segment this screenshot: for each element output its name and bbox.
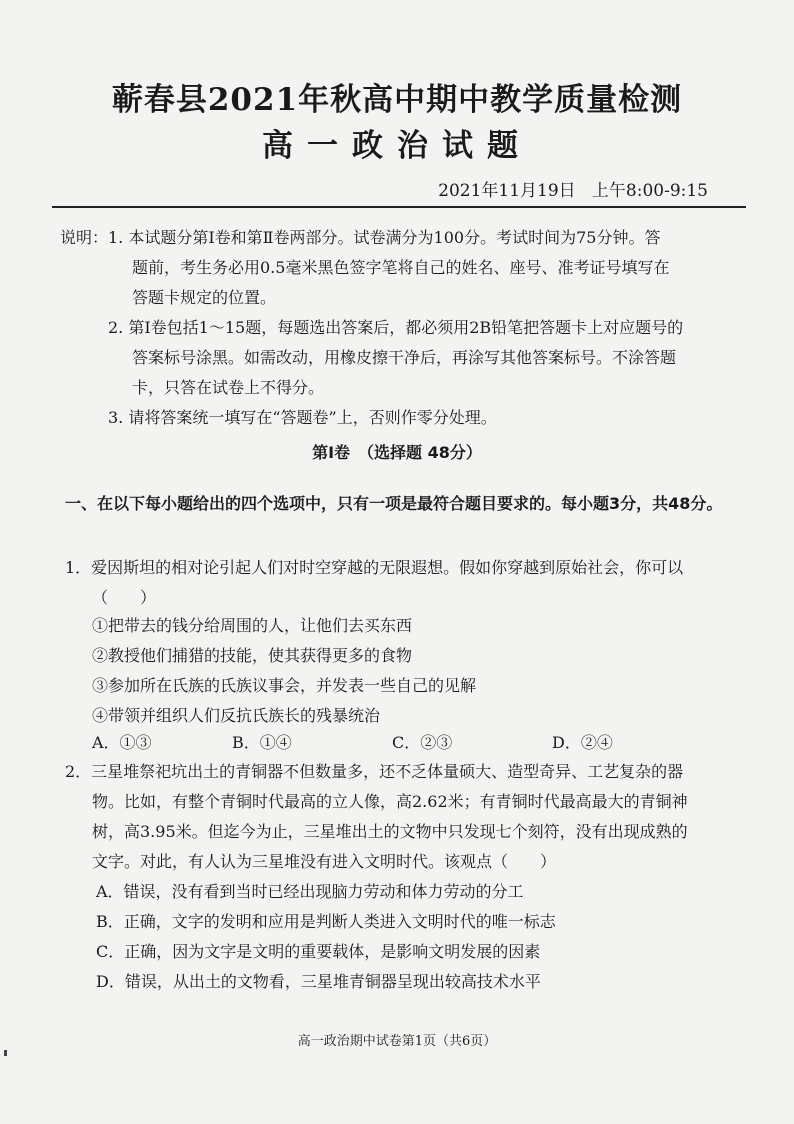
question-1-item: ①把带去的钱分给周围的人，让他们去买东西 (92, 616, 413, 635)
question-2-option-b: B．正确，文字的发明和应用是判断人类进入文明时代的唯一标志 (96, 912, 556, 931)
question-2-line: 文字。对此，有人认为三星堆没有进入文明时代。该观点（ ） (92, 852, 557, 871)
question-2-option-a: A．错误，没有看到当时已经出现脑力劳动和体力劳动的分工 (96, 882, 524, 901)
page-footer: 高一政治期中试卷第1页（共6页） (297, 1034, 497, 1049)
question-1-item: ②教授他们捕猎的技能，使其获得更多的食物 (92, 646, 413, 665)
question-2-line: 物。比如，有整个青铜时代最高的立人像，高2.62米；有青铜时代最高最大的青铜神 (92, 792, 688, 811)
question-2-line: 2．三星堆祭祀坑出土的青铜器不但数量多，还不乏体量硕大、造型奇异、工艺复杂的器 (65, 762, 684, 781)
question-1-option-a: A．①③ (92, 733, 152, 752)
instruction-line: 1. 本试题分第Ⅰ卷和第Ⅱ卷两部分。试卷满分为100分。考试时间为75分钟。答 (108, 228, 661, 247)
instruction-line: 3. 请将答案统一填写在“答题卷”上，否则作零分处理。 (108, 408, 497, 427)
instruction-line: 卡，只答在试卷上不得分。 (132, 378, 325, 397)
question-1-paren: （ ） (92, 588, 157, 607)
question-1-stem: 1．爱因斯坦的相对论引起人们对时空穿越的无限遐想。假如你穿越到原始社会，你可以 (65, 558, 684, 577)
question-1-item: ④带领并组织人们反抗氏族长的残暴统治 (92, 706, 381, 725)
exam-title: 蕲春县2021年秋高中期中教学质量检测 (111, 82, 683, 118)
exam-date: 2021年11月19日 上午8:00-9:15 (438, 181, 708, 201)
instruction-line: 答案标号涂黑。如需改动，用橡皮擦干净后，再涂写其他答案标号。不涂答题 (132, 348, 677, 367)
instruction-line: 题前，考生务必用0.5毫米黑色签字笔将自己的姓名、座号、准考证号填写在 (132, 258, 670, 277)
question-1-option-b: B．①④ (232, 733, 292, 752)
instructions-label: 说明： (60, 228, 109, 247)
question-1-option-d: D．②④ (552, 733, 613, 752)
instruction-line: 2. 第Ⅰ卷包括1～15题，每题选出答案后，都必须用2B铅笔把答题卡上对应题号的 (108, 318, 684, 337)
instruction-line: 答题卡规定的位置。 (132, 288, 277, 307)
exam-subtitle: 高一政治试题 (262, 128, 532, 164)
question-1-item: ③参加所在氏族的氏族议事会，并发表一些自己的见解 (92, 676, 477, 695)
part-title: 一、在以下每小题给出的四个选项中，只有一项是最符合题目要求的。每小题3分，共48分。 (65, 494, 723, 513)
question-2-option-d: D．错误，从出土的文物看，三星堆青铜器呈现出较高技术水平 (96, 972, 541, 991)
question-2-line: 树，高3.95米。但迄今为止，三星堆出土的文物中只发现七个刻符，没有出现成熟的 (92, 822, 688, 841)
question-2-option-c: C．正确，因为文字是文明的重要载体，是影响文明发展的因素 (96, 942, 541, 961)
section-heading: 第Ⅰ卷 （选择题 48分） (312, 443, 482, 462)
header-divider (52, 206, 746, 208)
question-1-option-c: C．②③ (392, 733, 453, 752)
scan-mark (4, 1050, 7, 1056)
